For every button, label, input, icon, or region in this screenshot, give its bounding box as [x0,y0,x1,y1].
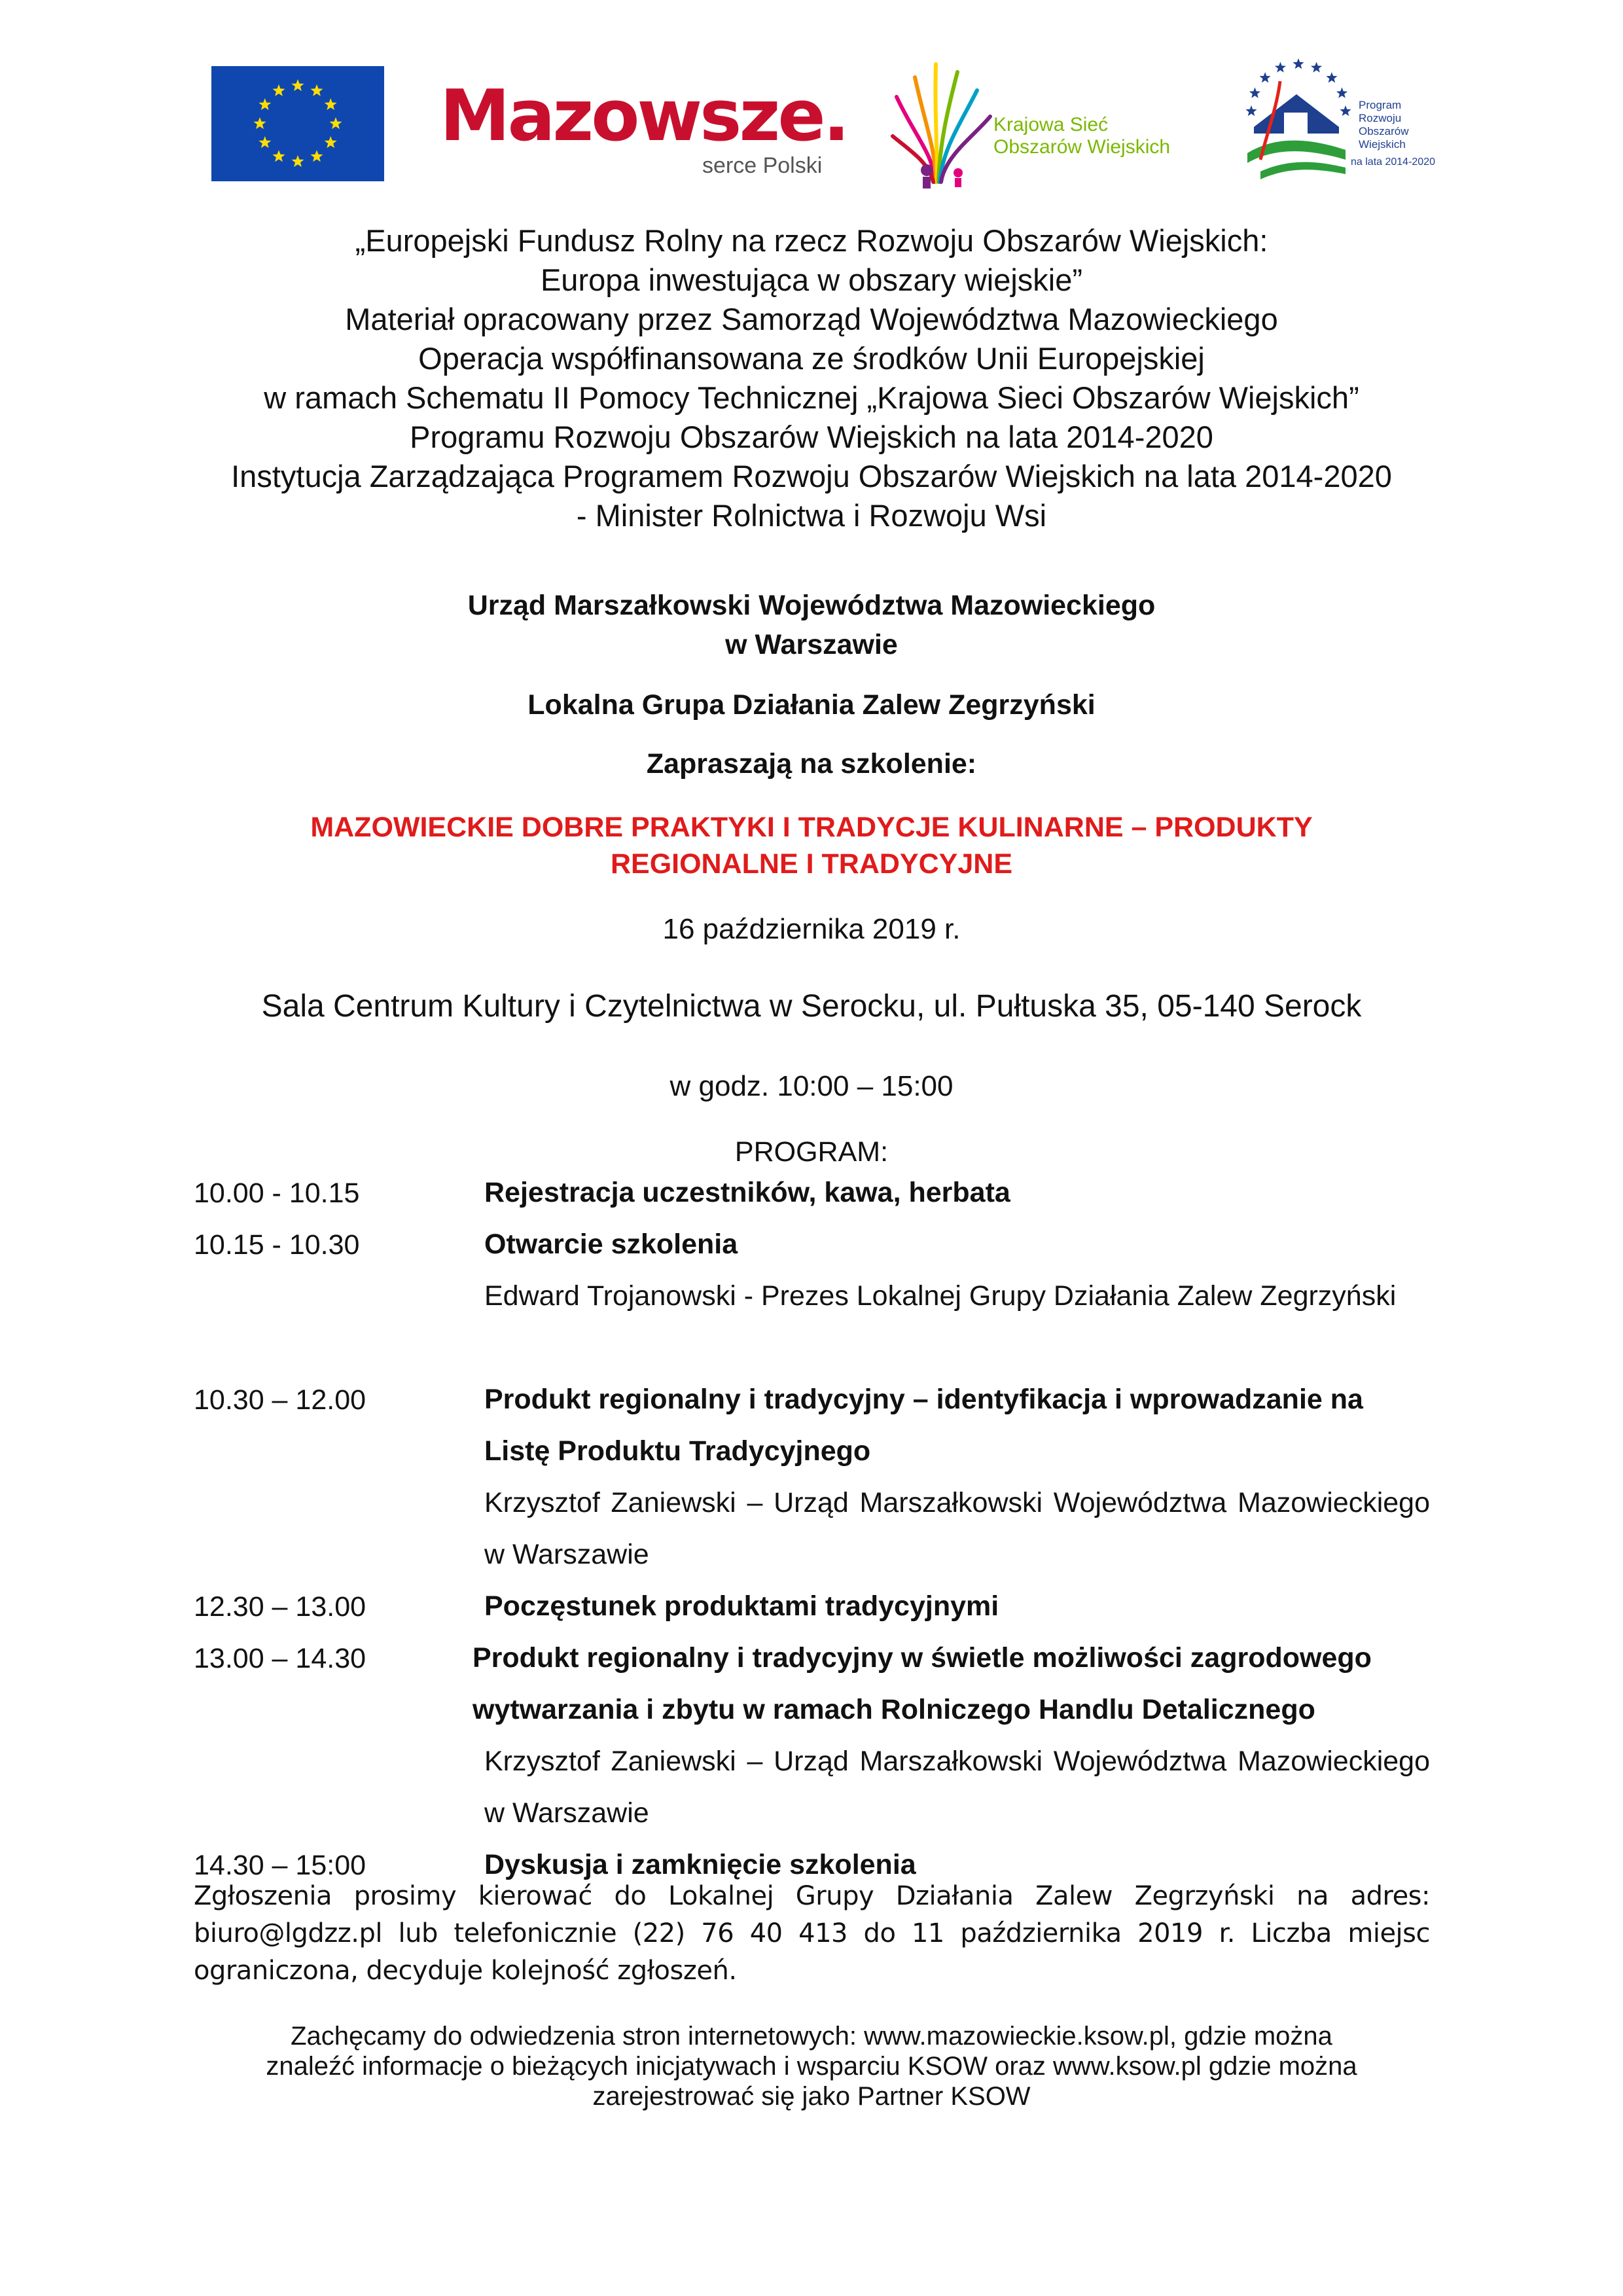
organizer-line1: Urząd Marszałkowski Województwa Mazowieckiego [467,590,1156,621]
program-speaker: Krzysztof Zaniewski – Urząd Marszałkowski Województwa Mazowieckiego w Warszawie [484,1746,1430,1829]
ksow-line1: Krajowa Sieć [993,114,1109,135]
organizer-line3: Lokalna Grupa Działania Zalew Zegrzyński [527,689,1096,721]
mazowsze-logo [437,80,856,185]
promo-line: znaleźć informacje o bieżących inicjatywach i wsparciu KSOW oraz www.ksow.pl gdzie można [266,2052,1357,2081]
intro-line: Materiał opracowany przez Samorząd Województwa Mazowieckiego [345,302,1278,336]
prow-line2: Rozwoju [1359,112,1402,124]
mazowsze-wordmark: Mazowsze. [440,80,847,157]
training-date: 16 października 2019 r. [662,913,961,945]
prow-star-icon [1293,58,1304,69]
prow-star-icon [1275,62,1286,73]
prow-star-icon [1245,105,1257,116]
ksow-logo [889,58,1203,188]
intro-block [157,221,1466,535]
prow-line3: Obszarów [1359,125,1409,137]
ksow-line2: Obszarów Wiejskich [993,136,1171,158]
program-speaker: Edward Trojanowski - Prezes Lokalnej Grupy Działania Zalew Zegrzyński [484,1280,1397,1312]
prow-years: na lata 2014-2020 [1351,156,1435,168]
promo-line: Zachęcamy do odwiedzenia stron internetowych: www.mazowieckie.ksow.pl, gdzie można [291,2022,1332,2051]
registration-info: Zgłoszenia prosimy kierować do Lokalnej Grupy Działania Zalew Zegrzyński na adres: biuro@lgdzz.pl lub telefonicznie (22) 76 40 413 do 11 października 2019 r. Liczba miejsc ograniczona, decyduje kolejność zgłoszeń. [194,1881,1430,1986]
program-speaker: Krzysztof Zaniewski – Urząd Marszałkowski Województwa Mazowieckiego w Warszawie [484,1487,1430,1570]
training-title [157,809,1466,882]
training-venue: Sala Centrum Kultury i Czytelnictwa w Serocku, ul. Pułtuska 35, 05-140 Serock [261,989,1362,1024]
promo-block [157,2021,1466,2111]
intro-line: Programu Rozwoju Obszarów Wiejskich na lata 2014-2020 [410,420,1213,454]
training-hours: w godz. 10:00 – 15:00 [669,1070,954,1102]
program-time: 10.30 – 12.00 [194,1384,366,1416]
prow-house-icon [1247,81,1346,179]
program-time: 10.15 - 10.30 [194,1229,360,1261]
program-item-title: Produkt regionalny i tradycyjny – identyfikacja i wprowadzanie na Listę Produktu Tradycyjnego [484,1384,1363,1467]
promo-line: zarejestrować się jako Partner KSOW [592,2082,1031,2111]
prow-star-icon [1260,72,1271,82]
prow-star-icon [1326,72,1337,82]
program-item-title: Produkt regionalny i tradycyjny w świetle możliwości zagrodowego wytwarzania i zbytu w ramach Rolniczego Handlu Detalicznego [473,1642,1372,1725]
intro-line: „Europejski Fundusz Rolny na rzecz Rozwoju Obszarów Wiejskich: [355,223,1268,258]
organizer-line2: w Warszawie [725,629,898,660]
program-item-title: Otwarcie szkolenia [484,1229,738,1260]
prow-star-icon [1249,87,1260,98]
prow-line4: Wiejskich [1359,138,1406,151]
prow-star-icon [1336,87,1347,98]
program-item-title: Poczęstunek produktami tradycyjnymi [484,1590,999,1622]
program-header: PROGRAM: [734,1136,889,1168]
program-item-title: Rejestracja uczestników, kawa, herbata [484,1177,1010,1208]
program-item-title: Dyskusja i zamknięcie szkolenia [484,1849,916,1880]
program-time: 13.00 – 14.30 [194,1643,366,1674]
training-title-line2: REGIONALNE I TRADYCYJNE [610,848,1012,880]
intro-line: Operacja współfinansowana ze środków Unii Europejskiej [418,341,1205,376]
invitation-text: Zapraszają na szkolenie: [646,748,977,780]
program-time: 10.00 - 10.15 [194,1177,360,1209]
prow-line1: Program [1359,99,1402,111]
program-time: 12.30 – 13.00 [194,1591,366,1623]
intro-line: w ramach Schematu II Pomocy Technicznej „Krajowa Sieci Obszarów Wiejskich” [264,380,1359,415]
program-time: 14.30 – 15:00 [194,1850,366,1881]
intro-line: Instytucja Zarządzająca Programem Rozwoju Obszarów Wiejskich na lata 2014-2020 [231,459,1392,493]
prow-star-icon [1340,105,1351,116]
prow-logo [1241,55,1437,186]
prow-star-icon [1311,62,1322,73]
ksow-tree-icon [893,64,990,188]
intro-line: - Minister Rolnictwa i Rozwoju Wsi [576,498,1047,533]
mazowsze-tagline: serce Polski [702,153,823,178]
training-title-line1: MAZOWIECKIE DOBRE PRAKTYKI I TRADYCJE KULINARNE – PRODUKTY [310,812,1313,843]
intro-line: Europa inwestująca w obszary wiejskie” [540,262,1083,297]
eu-flag-logo [211,66,384,181]
